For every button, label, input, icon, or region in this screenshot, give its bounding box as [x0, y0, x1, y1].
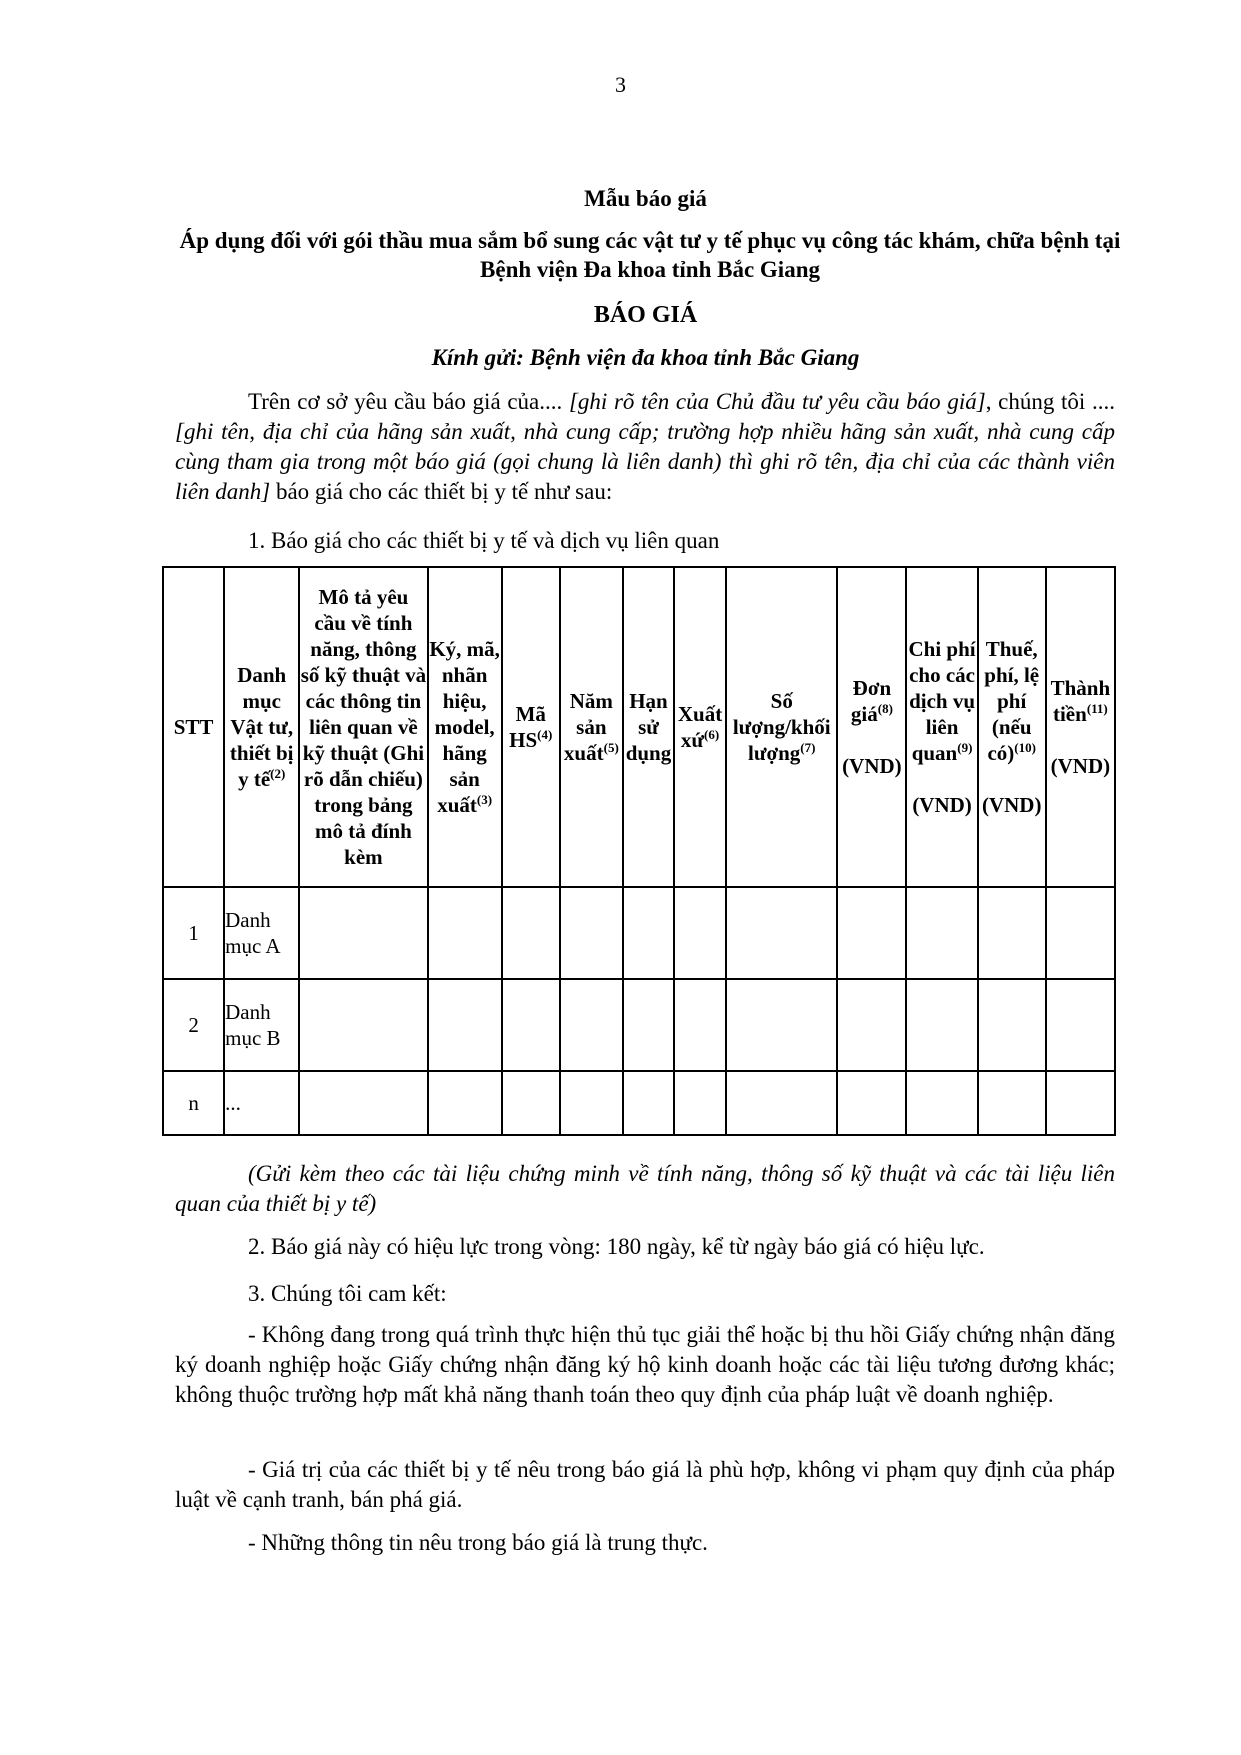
- quote-table: [162, 566, 1116, 1136]
- page-number: 3: [615, 72, 626, 97]
- header-tax: Thuế, phí, lệ phí (nếu có)$^{(10)}$ (VND): [978, 567, 1046, 887]
- header-stt: STT: [163, 567, 224, 887]
- header-total: Thành tiền$^{(11)}$ (VND): [1046, 567, 1115, 887]
- intro-placeholder-2: [ghi tên, địa chỉ của hãng sản xuất, nhà cung cấp; trường hợp nhiều hãng sản xuất, nhà cung cấp cùng tham gia trong một báo giá (gọi chung là liên danh) thì ghi rõ tên, địa chỉ của các thành viên liên danh]: [175, 419, 1115, 504]
- intro-paragraph: [175, 387, 1115, 507]
- header-category: Danh mục Vật tư, thiết bị y tế$^{(2)}$: [224, 567, 299, 887]
- header-origin: Xuất xứ$^{(6)}$: [674, 567, 726, 887]
- row-stt: 1: [163, 887, 224, 979]
- header-hs-code: Mã HS$^{(4)}$: [502, 567, 560, 887]
- commitment-3: - Những thông tin nêu trong báo giá là trung thực.: [248, 1530, 708, 1555]
- section-3-heading: 3. Chúng tôi cam kết:: [248, 1281, 447, 1306]
- document-subtitle: Áp dụng đối với gói thầu mua sắm bổ sung các vật tư y tế phục vụ công tác khám, chữa bệnh tại Bệnh viện Đa khoa tỉnh Bắc Giang: [179, 228, 1121, 282]
- intro-text-2: , chúng tôi ....: [985, 389, 1115, 414]
- quote-heading: BÁO GIÁ: [593, 302, 698, 328]
- row-item: ...: [224, 1071, 299, 1135]
- table-row: [163, 887, 1115, 979]
- section-1-heading: 1. Báo giá cho các thiết bị y tế và dịch vụ liên quan: [248, 528, 720, 553]
- table-row: [163, 979, 1115, 1071]
- row-item: Danh mục B: [224, 979, 299, 1071]
- row-stt: n: [163, 1071, 224, 1135]
- table-row: [163, 1071, 1115, 1135]
- commitment-1: - Không đang trong quá trình thực hiện thủ tục giải thể hoặc bị thu hồi Giấy chứng nhận đăng ký doanh nghiệp hoặc Giấy chứng nhận đăng ký hộ kinh doanh hoặc các tài liệu tương đương khác; không thuộc trường hợp mất khả năng thanh toán theo quy định của pháp luật về doanh nghiệp.: [175, 1322, 1115, 1407]
- row-stt: 2: [163, 979, 224, 1071]
- header-service-cost: Chi phí cho các dịch vụ liên quan$^{(9)}$ (VND): [906, 567, 977, 887]
- table-header-row: [163, 567, 1115, 887]
- row-item: Danh mục A: [224, 887, 299, 979]
- intro-text-1: Trên cơ sở yêu cầu báo giá của....: [248, 389, 569, 414]
- header-quantity: Số lượng/khối lượng$^{(7)}$: [726, 567, 837, 887]
- header-expiry: Hạn sử dụng: [623, 567, 674, 887]
- intro-placeholder-1: [ghi rõ tên của Chủ đầu tư yêu cầu báo giá]: [568, 389, 986, 414]
- header-unit-price: Đơn giá$^{(8)}$ (VND): [837, 567, 906, 887]
- commitment-2: - Giá trị của các thiết bị y tế nêu trong báo giá là phù hợp, không vi phạm quy định của pháp luật về cạnh tranh, bán phá giá.: [175, 1457, 1115, 1512]
- section-2-validity: 2. Báo giá này có hiệu lực trong vòng: 180 ngày, kể từ ngày báo giá có hiệu lực.: [248, 1234, 985, 1259]
- header-model: Ký, mã, nhãn hiệu, model, hãng sản xuất$^{(3)}$: [428, 567, 502, 887]
- intro-text-3: báo giá cho các thiết bị y tế như sau:: [270, 479, 613, 504]
- header-description: Mô tả yêu cầu về tính năng, thông số kỹ thuật và các thông tin liên quan về kỹ thuật (Ghi rõ dẫn chiếu) trong bảng mô tả đính kèm: [299, 567, 427, 887]
- recipient-line: Kính gửi: Bệnh viện đa khoa tỉnh Bắc Giang: [431, 345, 860, 370]
- attachment-note: (Gửi kèm theo các tài liệu chứng minh về tính năng, thông số kỹ thuật và các tài liệu liên quan của thiết bị y tế): [175, 1161, 1115, 1216]
- header-year: Năm sản xuất$^{(5)}$: [560, 567, 623, 887]
- form-title: Mẫu báo giá: [584, 186, 707, 211]
